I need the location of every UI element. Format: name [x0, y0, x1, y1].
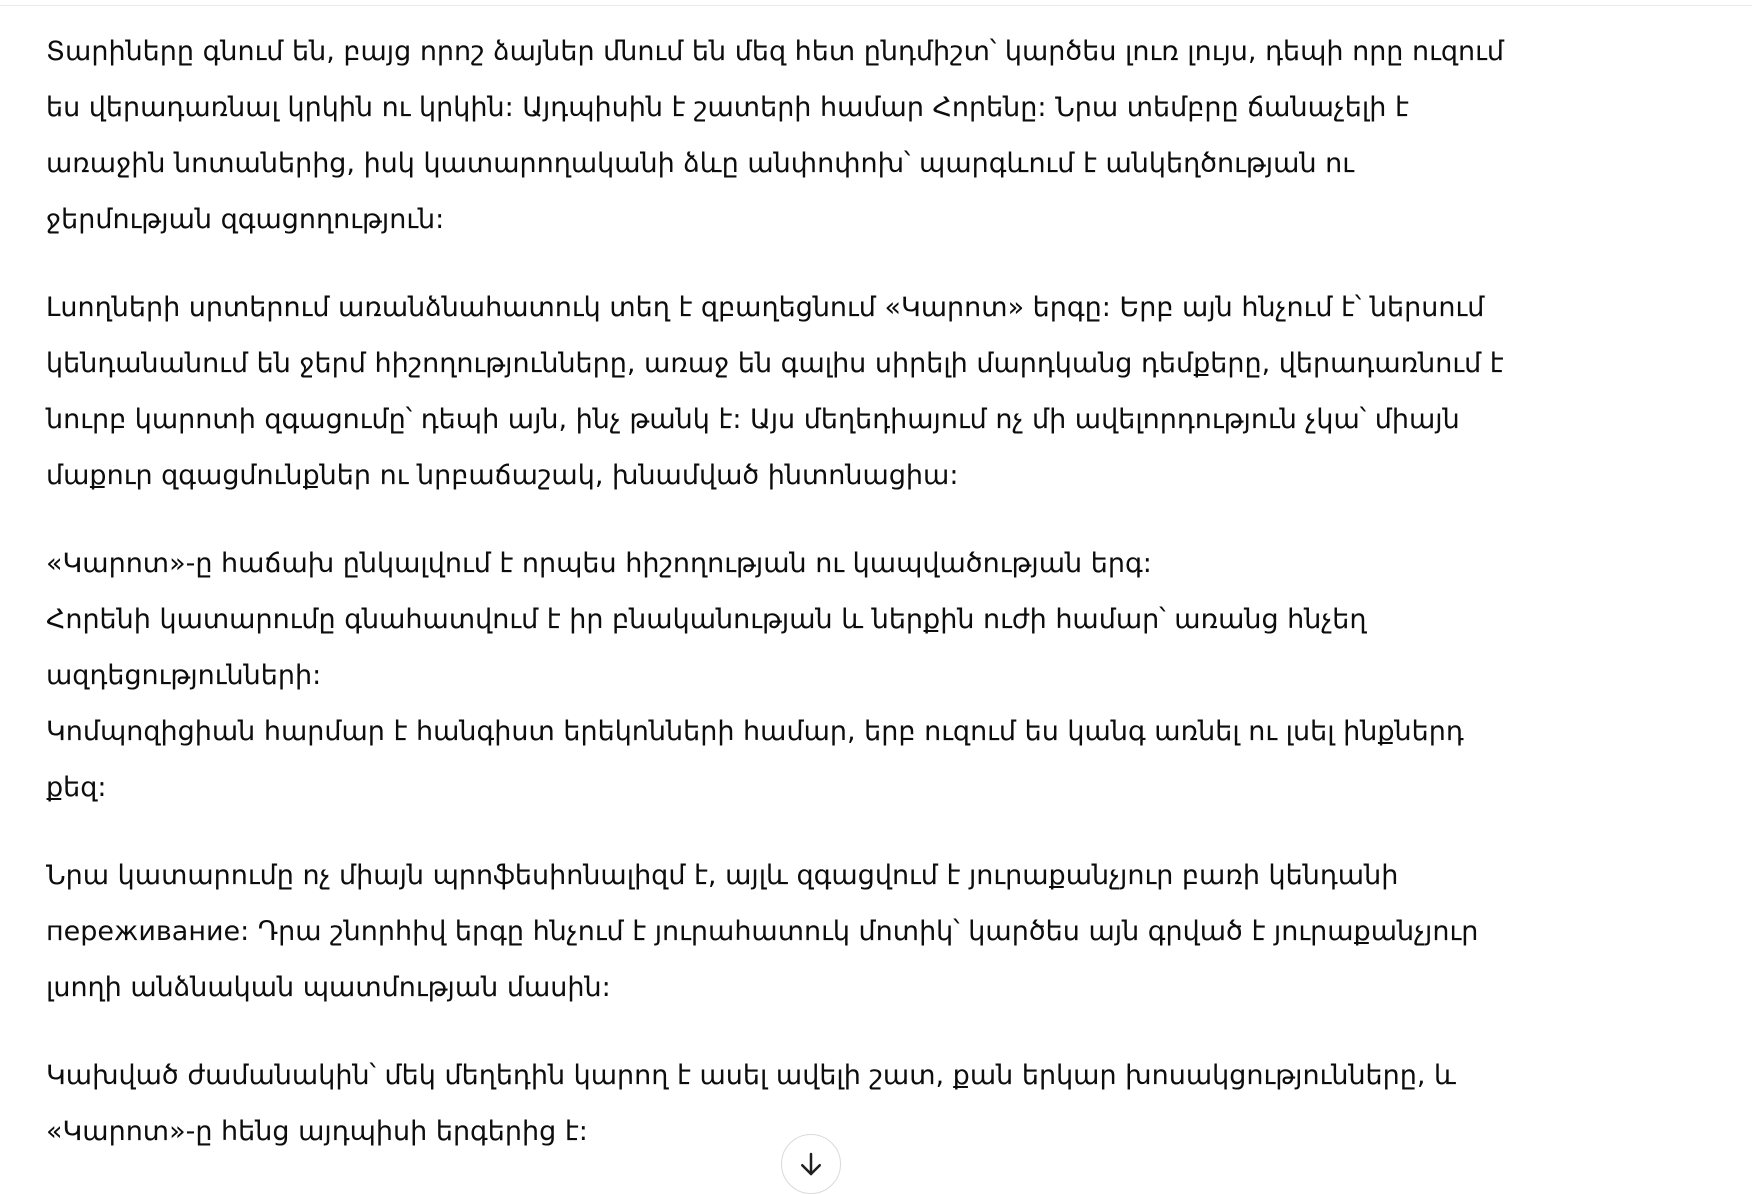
- text-line: Հորենի կատարումը գնահատվում է իր բնականության և ներքին ուժի համար՝ առանց հնչեղ: [46, 604, 1367, 635]
- text-line: կենդանանում են ջերմ հիշողությունները, առաջ են գալիս սիրելի մարդկանց դեմքերը, վերադառնում է: [46, 348, 1504, 379]
- text-line: переживание: Դրա շնորհիվ երգը հնչում է յուրահատուկ մոտիկ՝ կարծես այն գրված է յուրաքանչյուր: [46, 916, 1479, 947]
- message-paragraph: [46, 280, 1616, 504]
- text-line: «Կարոտ»-ը հաճախ ընկալվում է որպես հիշողության ու կապվածության երգ:: [46, 548, 1152, 579]
- text-line: ազդեցությունների:: [46, 660, 322, 691]
- text-line: լսողի անձնական պատմության մասին:: [46, 972, 611, 1003]
- text-line: Տարիները գնում են, բայց որոշ ձայներ մնում են մեզ հետ ընդմիշտ՝ կարծես լուռ լույս, դեպի որը ուզում: [46, 36, 1504, 67]
- text-line: նուրբ կարոտի զգացումը՝ դեպի այն, ինչ թանկ է: Այս մեղեդիայում ոչ մի ավելորդություն չկա՝ միայն: [46, 404, 1460, 435]
- assistant-message: [46, 24, 1616, 1192]
- text-line: մաքուր զգացմունքներ ու նրբաճաշակ, խնամված ինտոնացիա:: [46, 460, 959, 491]
- text-line: Կոմպոզիցիան հարմար է հանգիստ երեկոնների համար, երբ ուզում ես կանգ առնել ու լսել ինքներդ: [46, 716, 1464, 747]
- top-divider: [0, 0, 1752, 6]
- scroll-to-bottom-button[interactable]: [781, 1134, 841, 1194]
- arrow-down-icon: [796, 1149, 826, 1179]
- text-line: Կախված ժամանակին՝ մեկ մեղեդին կարող է ասել ավելի շատ, քան երկար խոսակցությունները, և: [46, 1060, 1456, 1091]
- message-paragraph: [46, 24, 1616, 248]
- message-paragraph: [46, 536, 1616, 816]
- text-line: առաջին նոտաներից, իսկ կատարողականի ձևը անփոփոխ՝ պարգևում է անկեղծության ու: [46, 148, 1354, 179]
- text-line: ես վերադառնալ կրկին ու կրկին: Այդպիսին է շատերի համար Հորենը: Նրա տեմբրը ճանաչելի է: [46, 92, 1409, 123]
- text-line: Լսողների սրտերում առանձնահատուկ տեղ է զբաղեցնում «Կարոտ» երգը: Երբ այն հնչում է՝ ներսում: [46, 292, 1485, 323]
- text-line: «Կարոտ»-ը հենց այդպիսի երգերից է:: [46, 1116, 588, 1147]
- text-line: ջերմության զգացողություն:: [46, 204, 445, 235]
- text-line: Նրա կատարումը ոչ միայն պրոֆեսիոնալիզմ է, այլև զգացվում է յուրաքանչյուր բառի կենդանի: [46, 860, 1399, 891]
- text-line: քեզ:: [46, 772, 107, 803]
- message-paragraph: [46, 848, 1616, 1016]
